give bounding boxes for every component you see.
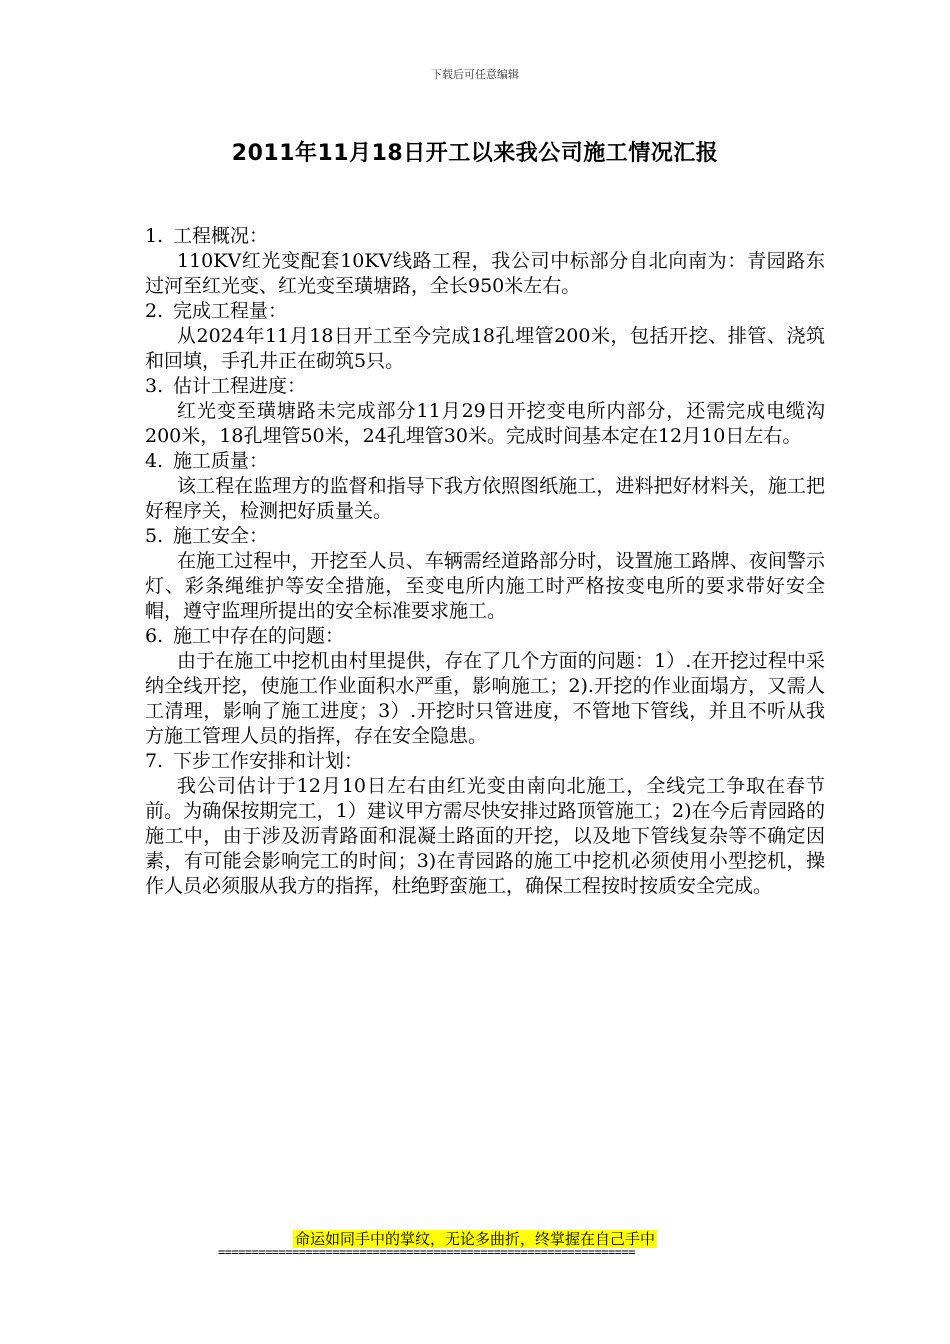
footer-divider: ============================================================== — [218, 1245, 635, 1259]
section-paragraph: 红光变至璜塘路未完成部分11月29日开挖变电所内部分，还需完成电缆沟200米，18孔埋管50米，24孔埋管30米。完成时间基本定在12月10日左右。 — [145, 400, 825, 447]
section-heading-text: 完成工程量： — [173, 300, 288, 322]
section-heading — [145, 524, 825, 549]
section-paragraph: 我公司估计于12月10日左右由红光变由南向北施工，全线完工争取在春节前。为确保按期完工，1）建议甲方需尽快安排过路顶管施工；2)在今后青园路的施工中，由于涉及沥青路面和混凝土路面的开挖，以及地下管线复杂等不确定因素，有可能会影响完工的时间；3)在青园路的施工中挖机必须使用小型挖机，操作人员必须服从我方的指挥，杜绝野蛮施工，确保工程按时按质安全完成。 — [145, 775, 825, 897]
section-paragraph: 110KV红光变配套10KV线路工程，我公司中标部分自北向南为：青园路东过河至红光变、红光变至璜塘路，全长950米左右。 — [145, 250, 825, 297]
section-5 — [145, 524, 825, 624]
page-header-note: 下载后可任意编辑 — [431, 68, 519, 81]
section-heading — [145, 224, 825, 249]
section-number: 1. — [145, 225, 164, 247]
section-number: 6. — [145, 625, 164, 647]
section-7 — [145, 749, 825, 899]
section-heading-text: 施工安全： — [173, 525, 269, 547]
section-6 — [145, 624, 825, 749]
document-title: 2011年11月18日开工以来我公司施工情况汇报 — [231, 141, 719, 166]
section-number: 2. — [145, 300, 164, 322]
section-heading-text: 下步工作安排和计划： — [173, 750, 364, 772]
section-2 — [145, 299, 825, 374]
document-body — [145, 224, 825, 899]
section-number: 3. — [145, 375, 164, 397]
section-heading — [145, 749, 825, 774]
section-heading — [145, 374, 825, 399]
section-1 — [145, 224, 825, 299]
section-number: 4. — [145, 450, 164, 472]
section-heading — [145, 299, 825, 324]
section-heading-text: 工程概况： — [173, 225, 269, 247]
section-3 — [145, 374, 825, 449]
section-heading-text: 估计工程进度： — [173, 375, 307, 397]
section-paragraph: 由于在施工中挖机由村里提供，存在了几个方面的问题：1）.在开挖过程中采纳全线开挖，使施工作业面积水严重，影响施工；2).开挖的作业面塌方，又需人工清理，影响了施工进度；3）.开挖时只管进度，不管地下管线，并且不听从我方施工管理人员的指挥，存在安全隐患。 — [145, 650, 825, 747]
section-number: 5. — [145, 525, 164, 547]
section-heading-text: 施工质量： — [173, 450, 269, 472]
section-paragraph: 从2024年11月18日开工至今完成18孔埋管200米，包括开挖、排管、浇筑和回填，手孔井正在砌筑5只。 — [145, 325, 825, 372]
section-heading — [145, 449, 825, 474]
section-heading — [145, 624, 825, 649]
section-number: 7. — [145, 750, 164, 772]
footer-motto-text: 命运如同手中的掌纹，无论多曲折，终掌握在自己手中 — [294, 1230, 655, 1248]
section-paragraph: 该工程在监理方的监督和指导下我方依照图纸施工，进料把好材料关，施工把好程序关，检测把好质量关。 — [145, 475, 825, 522]
section-4 — [145, 449, 825, 524]
section-paragraph: 在施工过程中，开挖至人员、车辆需经道路部分时，设置施工路牌、夜间警示灯、彩条绳维护等安全措施，至变电所内施工时严格按变电所的要求带好安全帽，遵守监理所提出的安全标准要求施工。 — [145, 550, 825, 622]
section-heading-text: 施工中存在的问题： — [173, 625, 345, 647]
